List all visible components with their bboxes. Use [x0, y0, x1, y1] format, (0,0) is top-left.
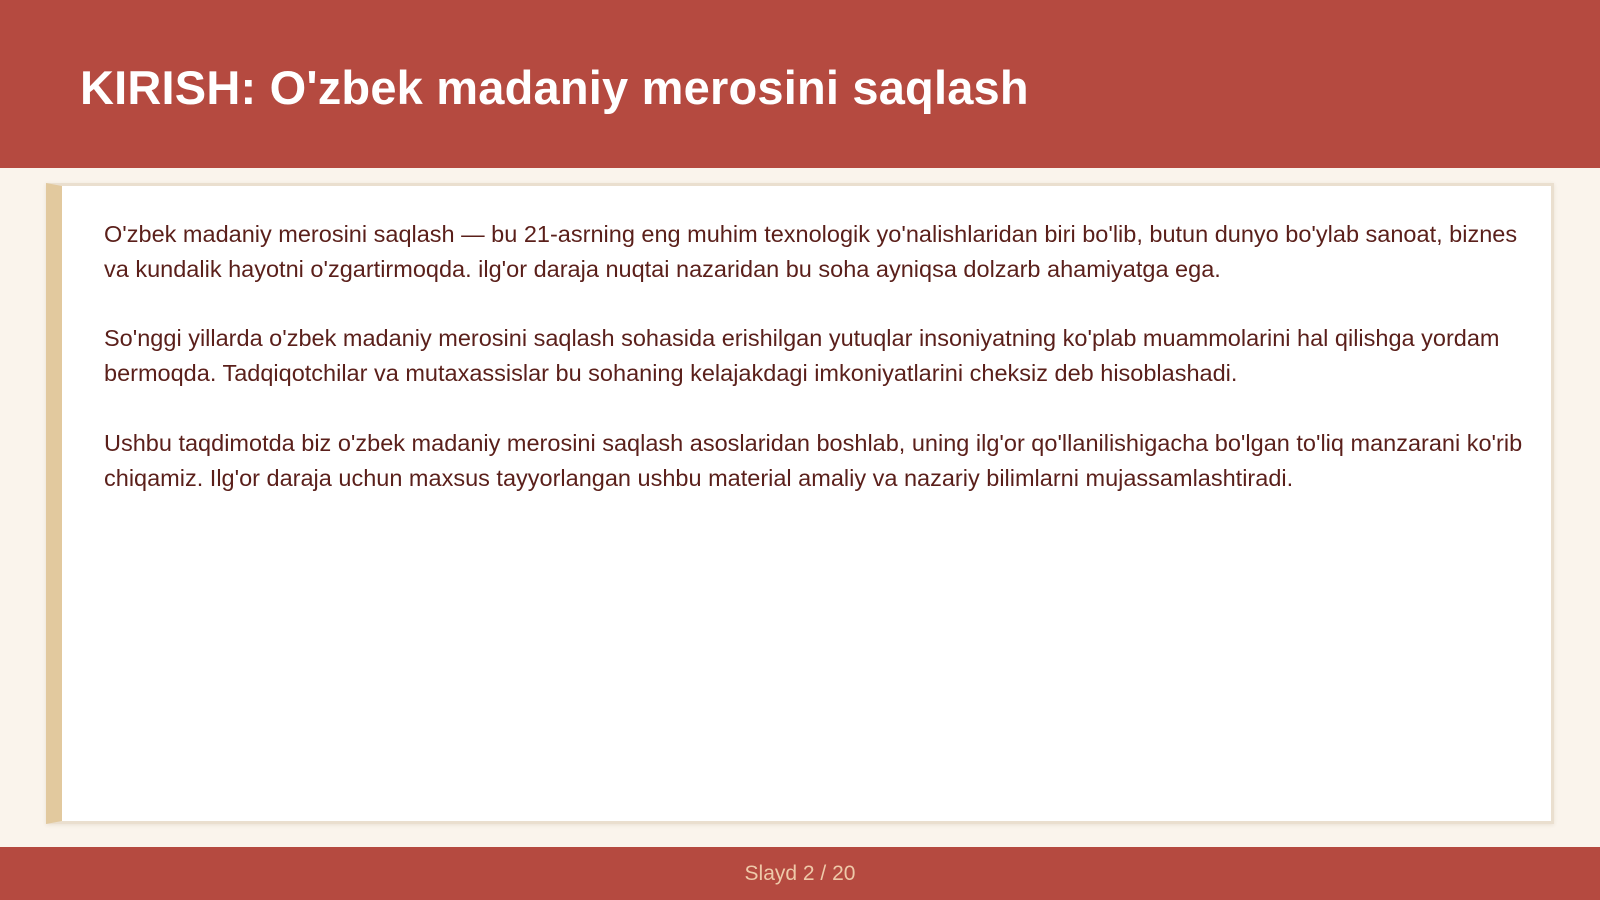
slide-footer [0, 847, 1600, 900]
paragraph-intro: O'zbek madaniy merosini saqlash — bu 21-asrning eng muhim texnologik yo'nalishlaridan biri bo'lib, butun dunyo bo'ylab sanoat, biznes va kundalik hayotni o'zgartirmoqda. ilg'or daraja nuqtai nazaridan bu soha ayniqsa dolzarb ahamiyatga ega. [104, 221, 1518, 282]
paragraph-overview: Ushbu taqdimotda biz o'zbek madaniy merosini saqlash asoslaridan boshlab, uning ilg'or qo'llanilishigacha bo'lgan to'liq manzarani ko'rib chiqamiz. Ilg'or daraja uchun maxsus tayyorlangan ushbu material amaliy va nazariy bilimlarni mujassamlashtiradi. [104, 429, 1523, 491]
content-text [104, 217, 1524, 530]
paragraph-achievements: So'nggi yillarda o'zbek madaniy merosini saqlash sohasida erishilgan yutuqlar insoniyatning ko'plab muammolarini hal qilishga yordam bermoqda. Tadqiqotchilar va mutaxassislar bu sohaning kelajakdagi imkoniyatlarini cheksiz deb hisoblashadi. [104, 325, 1500, 387]
content-card [46, 183, 1554, 824]
slide-header [0, 0, 1600, 168]
slide-counter: Slayd 2 / 20 [744, 862, 856, 885]
slide-title: KIRISH: O'zbek madaniy merosini saqlash [80, 61, 1029, 114]
